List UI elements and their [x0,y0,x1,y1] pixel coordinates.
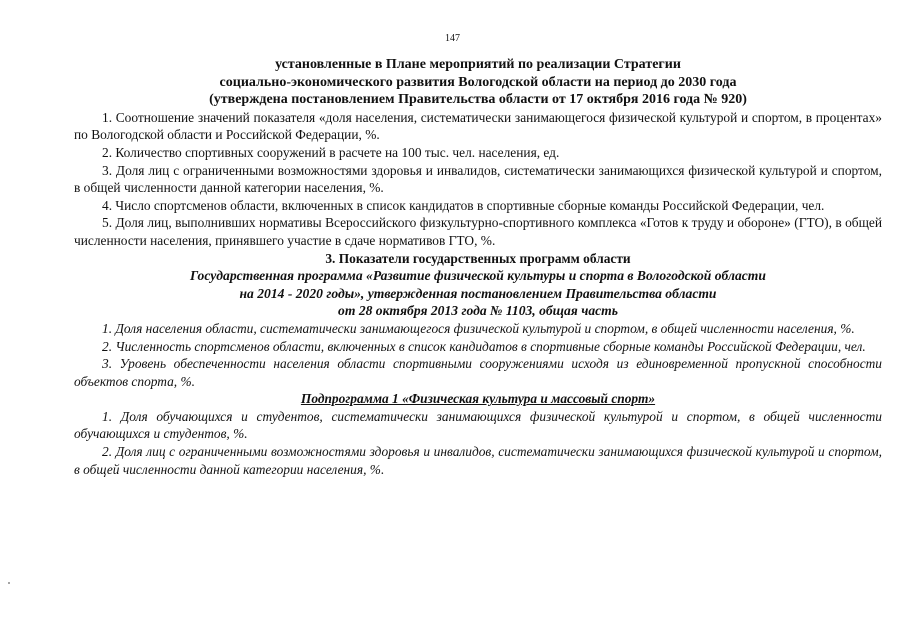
document-content [74,56,882,478]
program-item-1: 1. Доля населения области, систематически занимающегося физической культурой и спортом, в общей численности населения, %. [102,320,855,336]
program-heading-line-3: от 28 октября 2013 года № 1103, общая часть [338,303,618,319]
strategy-heading-line-1: установленные в Плане мероприятий по реализации Стратегии [275,57,681,72]
program-heading-line-1: Государственная программа «Развитие физической культуры и спорта в Вологодской области [190,268,766,284]
program-item-3: 3. Уровень обеспеченности населения области спортивными сооружениями исходя из единовременной пропускной способности объектов спорта, %. [74,356,882,389]
strategy-item-3: 3. Доля лиц с ограниченными возможностями здоровья и инвалидов, систематически занимающихся физической культурой и спортом, в общей численности данной категории населения, %. [74,162,882,196]
page-number: 147 [445,33,460,44]
program-item-2: 2. Численность спортсменов области, включенных в список кандидатов в спортивные сборные команды Российской Федерации, чел. [102,338,866,354]
program-heading-line-2: на 2014 - 2020 годы», утвержденная постановлением Правительства области [239,285,717,301]
strategy-item-4: 4. Число спортсменов области, включенных в список кандидатов в спортивные сборные команды Российской Федерации, чел. [102,197,825,213]
strategy-item-2: 2. Количество спортивных сооружений в расчете на 100 тыс. чел. населения, ед. [102,144,560,160]
subprogram-title: Подпрограмма 1 «Физическая культура и массовый спорт» [300,391,656,407]
program-heading [74,267,882,320]
subprogram-item-2: 2. Доля лиц с ограниченными возможностями здоровья и инвалидов, систематически занимающихся физической культурой и спортом, в общей численности данной категории населения, %. [74,444,882,477]
section-3-title: 3. Показатели государственных программ области [325,250,631,266]
strategy-heading [74,56,882,109]
strategy-item-1: 1. Соотношение значений показателя «доля населения, систематически занимающегося физической культурой и спортом, в процентах» по Вологодской области и Российской Федерации, %. [74,109,882,143]
scan-speck [8,582,10,584]
strategy-heading-line-2: социально-экономического развития Вологодской области на период до 2030 года [219,74,737,90]
subprogram-item-1: 1. Доля обучающихся и студентов, систематически занимающихся физической культурой и спортом, в общей численности обучающихся и студентов, %. [74,408,882,442]
strategy-item-5: 5. Доля лиц, выполнивших нормативы Всероссийского физкультурно-спортивного комплекса «Готов к труду и обороне» (ГТО), в общей численности населения, принявшего участие в сдаче нормативов ГТО, %. [74,215,882,248]
strategy-heading-line-3: (утверждена постановлением Правительства области от 17 октября 2016 года № 920) [209,92,747,108]
